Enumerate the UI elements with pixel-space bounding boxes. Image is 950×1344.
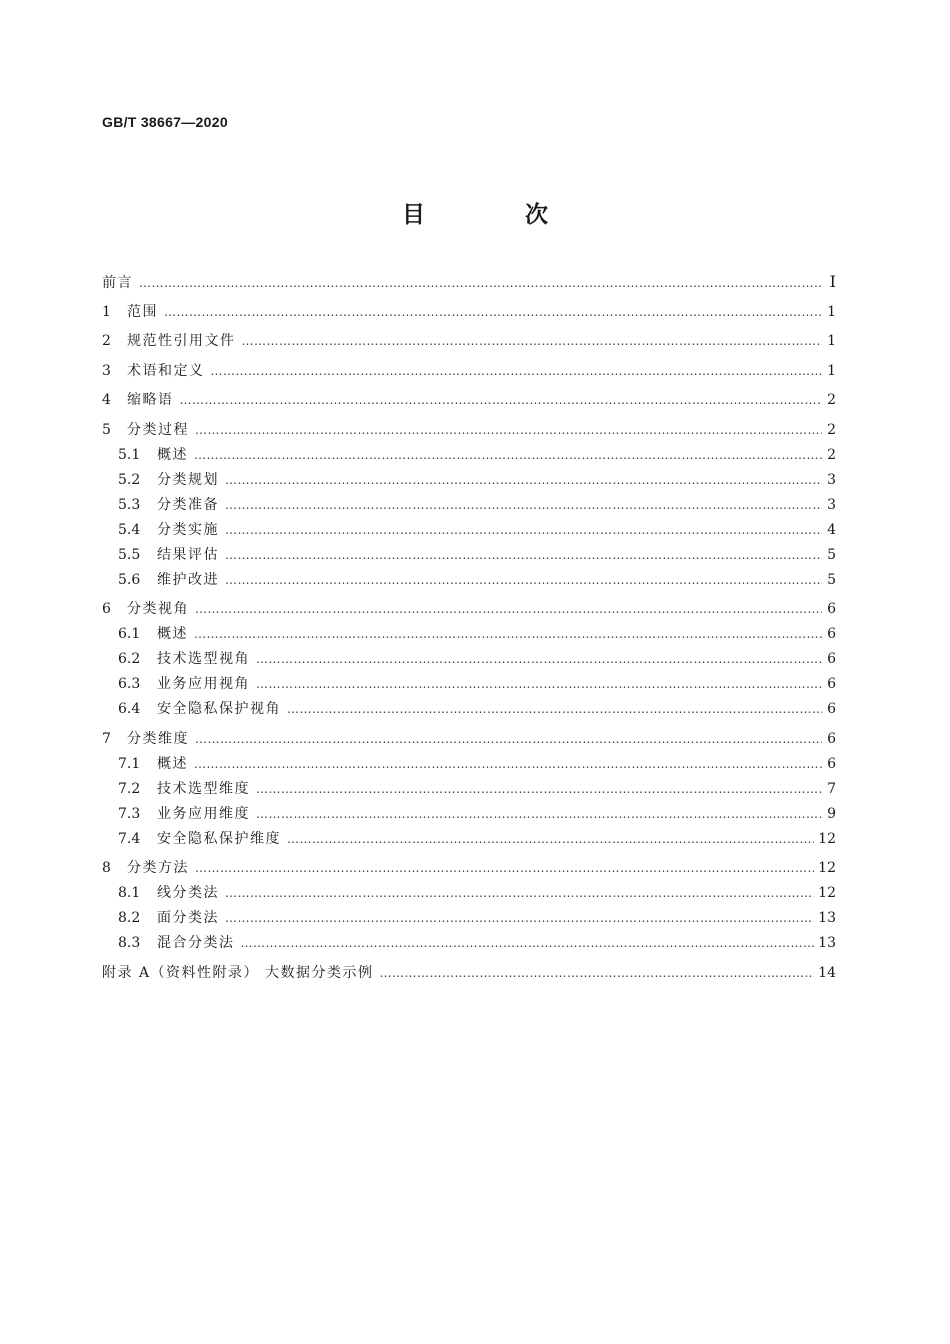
toc-entry-page: 1 — [827, 333, 836, 349]
dot-leader — [195, 856, 814, 881]
toc-entry-label: 前言 — [102, 275, 133, 291]
toc-entry-page: 2 — [827, 421, 836, 438]
toc-entry-label: 安全隐私保护维度 — [157, 830, 281, 847]
toc-entry-page: Ⅰ — [829, 274, 836, 291]
toc-entry-page: 7 — [827, 780, 836, 797]
toc-entry-label: 术语和定义 — [127, 362, 205, 379]
toc-entry[interactable] — [102, 518, 836, 543]
toc-entry[interactable] — [102, 752, 836, 777]
toc-entry-number: 6 — [102, 601, 111, 617]
dot-leader — [180, 388, 823, 413]
dot-leader — [211, 359, 823, 384]
toc-entry-number: 7.4 — [118, 830, 141, 847]
toc-entry-label: 范围 — [127, 303, 158, 320]
toc-entry-page: 12 — [818, 885, 836, 901]
dot-leader — [380, 961, 815, 986]
toc-entry-label: 缩略语 — [127, 392, 174, 408]
toc-entry-page: 6 — [827, 730, 836, 747]
toc-entry[interactable] — [102, 906, 836, 931]
dot-leader — [225, 568, 822, 593]
toc-entry[interactable] — [102, 881, 836, 906]
toc-entry-page: 6 — [827, 676, 836, 692]
toc-entry-label: 分类过程 — [127, 421, 189, 438]
toc-entry-label: 业务应用视角 — [157, 676, 250, 692]
dot-leader — [194, 752, 822, 777]
toc-entry-page: 6 — [827, 601, 836, 617]
toc-entry-label: 线分类法 — [157, 885, 219, 901]
toc-entry-page: 12 — [818, 830, 836, 847]
dot-leader — [225, 543, 822, 568]
dot-leader — [287, 697, 822, 722]
toc-entry-label: 分类准备 — [157, 496, 219, 513]
toc-entry-number: 6.2 — [118, 651, 141, 667]
toc-entry[interactable] — [102, 418, 836, 443]
toc-entry-number: 8.2 — [118, 910, 141, 926]
dot-leader — [194, 443, 822, 468]
toc-entry[interactable] — [102, 597, 836, 622]
toc-entry-label: 技术选型维度 — [157, 780, 250, 797]
toc-entry-page: 12 — [818, 860, 836, 876]
toc-entry[interactable] — [102, 931, 836, 956]
toc-entry[interactable] — [102, 961, 836, 986]
toc-entry[interactable] — [102, 468, 836, 493]
toc-entry-page: 9 — [827, 805, 836, 822]
toc-entry-page: 2 — [827, 446, 836, 463]
toc-entry[interactable] — [102, 359, 836, 384]
toc-entry[interactable] — [102, 270, 836, 295]
toc-entry-number: 6.3 — [118, 676, 141, 692]
toc-entry-number: 5.5 — [118, 546, 141, 563]
toc-entry[interactable] — [102, 827, 836, 852]
toc-entry[interactable] — [102, 300, 836, 325]
toc-entry-page: 3 — [827, 471, 836, 488]
toc-entry[interactable] — [102, 543, 836, 568]
toc-entry-page: 13 — [818, 910, 836, 926]
toc-entry[interactable] — [102, 443, 836, 468]
table-of-contents — [102, 270, 836, 986]
toc-entry-number: 8 — [102, 860, 111, 876]
toc-entry-label: 概述 — [157, 626, 188, 642]
toc-entry-page: 6 — [827, 701, 836, 717]
toc-entry-label: 业务应用维度 — [157, 805, 250, 822]
toc-entry-number: 6.1 — [118, 626, 141, 642]
toc-entry-label: 分类实施 — [157, 521, 219, 538]
toc-entry-page: 5 — [827, 546, 836, 563]
toc-entry[interactable] — [102, 622, 836, 647]
toc-entry-label: 分类维度 — [127, 730, 189, 747]
dot-leader — [256, 672, 822, 697]
dot-leader — [195, 418, 822, 443]
toc-entry-label: 混合分类法 — [157, 935, 235, 951]
toc-entry-page: 6 — [827, 626, 836, 642]
dot-leader — [139, 271, 822, 296]
toc-entry-label: 结果评估 — [157, 546, 219, 563]
toc-entry[interactable] — [102, 802, 836, 827]
toc-entry-label: 分类规划 — [157, 471, 219, 488]
toc-entry-number: 4 — [102, 392, 111, 408]
dot-leader — [225, 468, 822, 493]
dot-leader — [195, 727, 822, 752]
toc-entry-number: 6.4 — [118, 701, 141, 717]
toc-entry-label: 维护改进 — [157, 571, 219, 588]
toc-entry[interactable] — [102, 329, 836, 354]
toc-entry-label: 概述 — [157, 755, 188, 772]
toc-entry-label: 概述 — [157, 446, 188, 463]
toc-entry-label: 分类方法 — [127, 860, 189, 876]
dot-leader — [256, 777, 822, 802]
toc-entry[interactable] — [102, 672, 836, 697]
toc-entry-label: 面分类法 — [157, 910, 219, 926]
toc-entry-page: 1 — [827, 303, 836, 320]
toc-entry-number: 5.1 — [118, 446, 141, 463]
toc-entry-number: 5.4 — [118, 521, 141, 538]
dot-leader — [195, 597, 822, 622]
toc-entry-number: 8.3 — [118, 935, 141, 951]
toc-entry-number: 5.3 — [118, 496, 141, 513]
toc-entry-page: 6 — [827, 755, 836, 772]
dot-leader — [194, 622, 822, 647]
toc-entry-page: 1 — [827, 362, 836, 379]
toc-entry-number: 7 — [102, 730, 111, 747]
toc-entry-page: 2 — [827, 392, 836, 408]
toc-entry-number: 7.1 — [118, 755, 141, 772]
toc-entry-number: 2 — [102, 333, 111, 349]
toc-entry-label: 附录 A（资料性附录） 大数据分类示例 — [102, 964, 374, 981]
toc-entry[interactable] — [102, 568, 836, 593]
toc-entry-number: 1 — [102, 303, 111, 320]
toc-entry-page: 14 — [818, 964, 836, 981]
standard-code: GB/T 38667—2020 — [102, 114, 228, 130]
toc-entry[interactable] — [102, 388, 836, 413]
toc-entry[interactable] — [102, 856, 836, 881]
toc-entry[interactable] — [102, 647, 836, 672]
dot-leader — [256, 647, 822, 672]
toc-entry-number: 5.2 — [118, 471, 141, 488]
toc-entry-label: 安全隐私保护视角 — [157, 701, 281, 717]
toc-entry-number: 5 — [102, 421, 111, 438]
toc-entry-label: 分类视角 — [127, 601, 189, 617]
dot-leader — [241, 931, 815, 956]
toc-entry-label: 规范性引用文件 — [127, 333, 236, 349]
toc-entry-number: 7.3 — [118, 805, 141, 822]
dot-leader — [225, 493, 822, 518]
dot-leader — [164, 300, 822, 325]
toc-entry-number: 7.2 — [118, 780, 141, 797]
dot-leader — [287, 827, 814, 852]
toc-entry-number: 5.6 — [118, 571, 141, 588]
dot-leader — [242, 329, 823, 354]
toc-entry-page: 3 — [827, 496, 836, 513]
toc-entry-page: 4 — [827, 521, 836, 538]
dot-leader — [256, 802, 822, 827]
toc-entry-page: 6 — [827, 651, 836, 667]
toc-entry-page: 5 — [827, 571, 836, 588]
toc-entry[interactable] — [102, 697, 836, 722]
dot-leader — [225, 906, 814, 931]
dot-leader — [225, 881, 814, 906]
toc-entry[interactable] — [102, 777, 836, 802]
dot-leader — [225, 518, 822, 543]
toc-entry-number: 8.1 — [118, 885, 141, 901]
toc-entry-number: 3 — [102, 362, 111, 379]
toc-entry[interactable] — [102, 727, 836, 752]
toc-entry-page: 13 — [818, 935, 836, 951]
toc-entry[interactable] — [102, 493, 836, 518]
page-title: 目 次 — [401, 202, 594, 228]
toc-entry-label: 技术选型视角 — [157, 651, 250, 667]
